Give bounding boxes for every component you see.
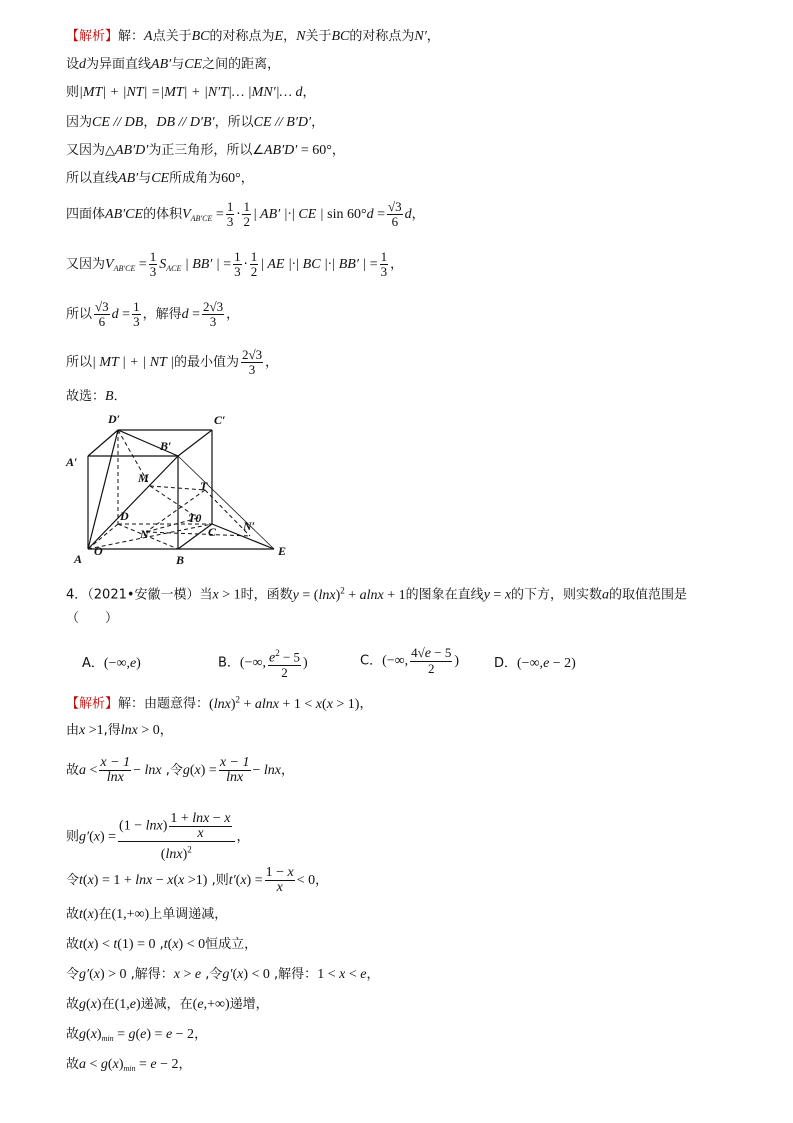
label-T0: T0 bbox=[188, 511, 202, 525]
analysis-tag: 【解析】 bbox=[66, 29, 119, 44]
solution2-line-2: 由x >1,得lnx > 0， bbox=[66, 723, 173, 738]
solution-line-10: 所以| MT | + | NT |的最小值为 $\frac{2√3}{3}$ ， bbox=[66, 347, 279, 377]
solution2-line-11: 故$a < g(x)_{min} = e - 2$， bbox=[66, 1057, 192, 1073]
option-b: B．(−∞, $\frac{e^2 - 5}{2}$ ) bbox=[218, 648, 308, 681]
solution-line-2: 设d为异面直线AB′与CE之间的距离， bbox=[66, 57, 281, 72]
label-M: M bbox=[138, 471, 149, 485]
analysis-tag-2: 【解析】 bbox=[66, 696, 119, 712]
solution2-line-9: 故g(x)在(1,e)递减，在(e,+∞)递增， bbox=[66, 997, 269, 1012]
solution-line-11: 故选：B． bbox=[66, 389, 127, 404]
label-B-prime: B′ bbox=[160, 439, 172, 453]
solution-line-3: 则|MT| + |NT| =|MT| + |N′T|… |MN′|… d， bbox=[66, 85, 316, 100]
label-E: E bbox=[278, 544, 287, 558]
problem4-stem: 4．（2021•安徽一模）当x > 1时，函数$y = (\ln x)^2 + alnx + 1$的图象在直线y = x的下方，则实数a的取值范围是 bbox=[66, 585, 688, 603]
label-A-prime: A′ bbox=[66, 455, 78, 469]
solution2-line-4: 则g′(x) = (1 − lnx) $\frac{1 + \ln x - x}{x}$ $(\ln x)^2$ ， bbox=[66, 811, 250, 862]
solution2-line-7: 故t(x) < t(1) = 0 ,t(x) < 0恒成立， bbox=[66, 937, 258, 952]
label-C: C bbox=[208, 525, 217, 539]
problem4-paren: （ ） bbox=[66, 611, 119, 626]
solution-line-8: 又因为$V_{AB'CE}$ = $\frac{1}{3}$ $S_{ACE}$ | BB′ | = $\frac{1}{3}$ · $\frac{1}{2}$ | AE |·| BC |·| BB′ | = $\frac{1}{3}$ ， bbox=[66, 249, 404, 279]
solution-line-7: 四面体AB′CE的体积$V_{AB'CE}$ = $\frac{1}{3}$ · $\frac{1}{2}$ | AB′ |·| CE | sin 60°d = $\frac{√3}{6}$ d， bbox=[66, 199, 425, 229]
label-T: T bbox=[200, 479, 208, 493]
solution2-line-1: 【解析】解：由题意得：$(\ln x)^2 + alnx + 1 < x(x > 1)$， bbox=[66, 694, 373, 712]
label-N-prime: N′ bbox=[243, 519, 256, 533]
option-a: A．(−∞,e) bbox=[82, 656, 141, 671]
label-D-prime: D′ bbox=[108, 412, 121, 426]
solution2-line-10: 故$g(x)_{min} = g(e) = e - 2$， bbox=[66, 1027, 208, 1043]
solution2-line-8: 令g′(x) > 0 ,解得：x > e ,令g′(x) < 0 ,解得：1 < x < e， bbox=[66, 967, 380, 982]
option-c: C．(−∞, $\frac{4√e - 5}{2}$ ) bbox=[360, 645, 459, 676]
option-d: D．(−∞,e − 2) bbox=[494, 656, 576, 671]
label-O: O bbox=[94, 544, 103, 558]
cube-figure bbox=[60, 408, 300, 568]
solution-line-4: 因为CE // DB，DB // D′B′，所以CE // B′D′， bbox=[66, 115, 325, 130]
solution2-line-6: 故t(x)在(1,+∞)上单调递减， bbox=[66, 907, 228, 922]
solution-line-6: 所以直线AB′与CE所成角为60°， bbox=[66, 171, 254, 186]
solution-line-5: 又因为△AB′D′为正三角形，所以∠AB′D′ = 60°， bbox=[66, 143, 345, 158]
solution-line-1: 【解析】解：A点关于BC的对称点为E，N关于BC的对称点为N′， bbox=[66, 29, 440, 44]
solution2-line-5: 令t(x) = 1 + lnx − x(x >1) ,则t′(x) = $\frac{1 - x}{x}$ < 0， bbox=[66, 865, 329, 895]
label-B: B bbox=[176, 553, 185, 567]
solution-line-9: 所以 $\frac{√3}{6}$ d = $\frac{1}{3}$ ，解得d = $\frac{2√3}{3}$ ， bbox=[66, 299, 240, 329]
label-A: A bbox=[74, 552, 83, 566]
label-C-prime: C′ bbox=[214, 413, 226, 427]
label-N: N bbox=[140, 527, 149, 541]
solution2-line-3: 故a < $\frac{x - 1}{\ln x}$ − lnx ,令g(x) = $\frac{x - 1}{\ln x}$ − lnx， bbox=[66, 755, 295, 785]
label-D: D bbox=[120, 509, 129, 523]
